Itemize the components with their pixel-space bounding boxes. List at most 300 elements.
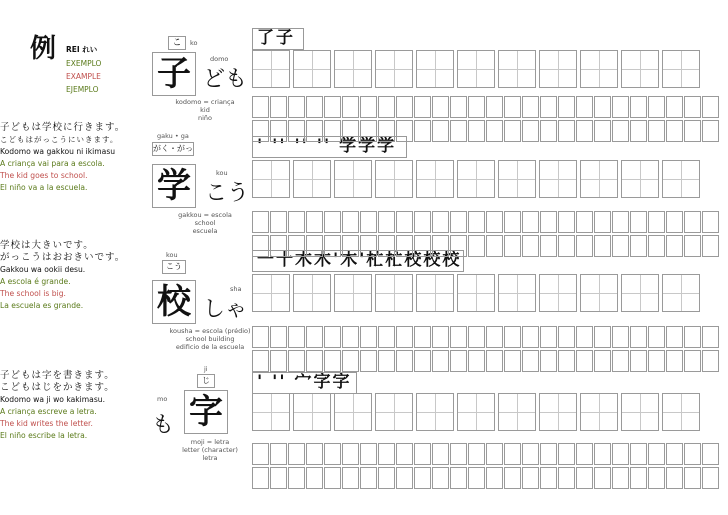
practice-cell[interactable] bbox=[504, 211, 521, 233]
practice-cell[interactable] bbox=[342, 350, 359, 372]
practice-cell[interactable] bbox=[288, 211, 305, 233]
practice-box[interactable] bbox=[416, 50, 454, 88]
practice-cell[interactable] bbox=[252, 120, 269, 142]
practice-cell[interactable] bbox=[360, 120, 377, 142]
practice-cell[interactable] bbox=[342, 211, 359, 233]
practice-cell[interactable] bbox=[306, 211, 323, 233]
sentence-es: El niño escribe la letra. bbox=[0, 431, 88, 440]
practice-cell[interactable] bbox=[270, 235, 287, 257]
sentence-en: The school is big. bbox=[0, 289, 66, 298]
practice-cell[interactable] bbox=[684, 211, 701, 233]
practice-cell[interactable] bbox=[306, 326, 323, 348]
practice-box[interactable] bbox=[334, 393, 372, 431]
practice-cell[interactable] bbox=[558, 235, 575, 257]
practice-cell[interactable] bbox=[576, 211, 593, 233]
sentence-kana: こどもはがっこうにいきます。 bbox=[0, 135, 119, 144]
practice-cell[interactable] bbox=[504, 120, 521, 142]
practice-cell[interactable] bbox=[540, 350, 557, 372]
practice-cell[interactable] bbox=[270, 467, 287, 489]
practice-cell[interactable] bbox=[594, 467, 611, 489]
sentence-pt: A criança vai para a escola. bbox=[0, 159, 105, 168]
practice-cell[interactable] bbox=[684, 467, 701, 489]
practice-box[interactable] bbox=[457, 160, 495, 198]
practice-cell[interactable] bbox=[450, 96, 467, 118]
practice-cell[interactable] bbox=[414, 120, 431, 142]
practice-cell[interactable] bbox=[666, 350, 683, 372]
practice-cell[interactable] bbox=[288, 120, 305, 142]
reading-roman: kou bbox=[166, 251, 178, 259]
practice-cell[interactable] bbox=[648, 235, 665, 257]
sentence-pt: A escola é grande. bbox=[0, 277, 71, 286]
sentence-en: The kid goes to school. bbox=[0, 171, 88, 180]
practice-cell[interactable] bbox=[486, 96, 503, 118]
practice-cell[interactable] bbox=[396, 350, 413, 372]
stroke-order: ' '' 宀字字 bbox=[252, 372, 357, 394]
kanji-main: 字 bbox=[184, 390, 228, 434]
practice-cell[interactable] bbox=[630, 326, 647, 348]
kanji-main: 子 bbox=[152, 52, 196, 96]
practice-cell[interactable] bbox=[450, 443, 467, 465]
practice-box[interactable] bbox=[498, 50, 536, 88]
gloss-line: kodomo = criança bbox=[175, 98, 235, 106]
practice-cell[interactable] bbox=[324, 211, 341, 233]
gloss-line: letter (character) bbox=[182, 446, 238, 454]
sentence-block-1 bbox=[0, 122, 125, 194]
practice-cell[interactable] bbox=[576, 350, 593, 372]
practice-cell[interactable] bbox=[396, 96, 413, 118]
practice-cell[interactable] bbox=[486, 235, 503, 257]
practice-box[interactable] bbox=[375, 50, 413, 88]
practice-cell[interactable] bbox=[576, 467, 593, 489]
practice-cell[interactable] bbox=[396, 443, 413, 465]
practice-cell[interactable] bbox=[612, 467, 629, 489]
practice-cell[interactable] bbox=[558, 350, 575, 372]
practice-cell[interactable] bbox=[450, 350, 467, 372]
practice-cell[interactable] bbox=[342, 443, 359, 465]
practice-cell[interactable] bbox=[252, 235, 269, 257]
practice-cell[interactable] bbox=[522, 235, 539, 257]
gloss-line: gakkou = escola bbox=[178, 211, 232, 219]
practice-cell[interactable] bbox=[630, 235, 647, 257]
practice-box[interactable] bbox=[375, 274, 413, 312]
practice-cell[interactable] bbox=[414, 235, 431, 257]
practice-cell[interactable] bbox=[414, 350, 431, 372]
practice-box[interactable] bbox=[457, 274, 495, 312]
practice-cell[interactable] bbox=[378, 443, 395, 465]
practice-cell[interactable] bbox=[450, 326, 467, 348]
practice-box[interactable] bbox=[580, 274, 618, 312]
practice-cell[interactable] bbox=[612, 350, 629, 372]
practice-cell[interactable] bbox=[324, 96, 341, 118]
practice-cell[interactable] bbox=[576, 96, 593, 118]
practice-cell[interactable] bbox=[648, 211, 665, 233]
practice-cell[interactable] bbox=[468, 235, 485, 257]
practice-box[interactable] bbox=[375, 393, 413, 431]
practice-box[interactable] bbox=[416, 393, 454, 431]
practice-cell[interactable] bbox=[486, 211, 503, 233]
practice-cell[interactable] bbox=[702, 350, 719, 372]
sentence-es: La escuela es grande. bbox=[0, 301, 84, 310]
practice-box[interactable] bbox=[580, 50, 618, 88]
practice-cell[interactable] bbox=[306, 443, 323, 465]
practice-cell[interactable] bbox=[288, 467, 305, 489]
practice-cell[interactable] bbox=[630, 467, 647, 489]
practice-box[interactable] bbox=[621, 160, 659, 198]
practice-cell[interactable] bbox=[504, 326, 521, 348]
sentence-pt: A criança escreve a letra. bbox=[0, 407, 97, 416]
practice-cell[interactable] bbox=[360, 96, 377, 118]
practice-cell[interactable] bbox=[324, 350, 341, 372]
practice-cell[interactable] bbox=[414, 443, 431, 465]
practice-cell[interactable] bbox=[594, 211, 611, 233]
practice-cell[interactable] bbox=[378, 467, 395, 489]
practice-cell[interactable] bbox=[288, 326, 305, 348]
practice-box[interactable] bbox=[498, 274, 536, 312]
practice-cell[interactable] bbox=[576, 443, 593, 465]
practice-cell[interactable] bbox=[558, 467, 575, 489]
practice-cell[interactable] bbox=[396, 326, 413, 348]
reading-roman: gaku • ga bbox=[157, 132, 189, 140]
practice-cell[interactable] bbox=[666, 326, 683, 348]
practice-cell[interactable] bbox=[594, 443, 611, 465]
practice-cell[interactable] bbox=[468, 350, 485, 372]
practice-cell[interactable] bbox=[558, 120, 575, 142]
practice-cell[interactable] bbox=[378, 326, 395, 348]
practice-cell[interactable] bbox=[288, 96, 305, 118]
practice-cell[interactable] bbox=[414, 326, 431, 348]
okurigana: しゃ bbox=[203, 297, 248, 322]
practice-cell[interactable] bbox=[666, 467, 683, 489]
practice-cell[interactable] bbox=[360, 326, 377, 348]
practice-cell[interactable] bbox=[432, 350, 449, 372]
practice-box[interactable] bbox=[498, 393, 536, 431]
practice-cell[interactable] bbox=[324, 443, 341, 465]
practice-cell[interactable] bbox=[432, 96, 449, 118]
practice-box[interactable] bbox=[539, 50, 577, 88]
gloss-line: escuela bbox=[192, 227, 218, 235]
practice-cell[interactable] bbox=[702, 326, 719, 348]
practice-cell[interactable] bbox=[612, 443, 629, 465]
practice-box[interactable] bbox=[580, 160, 618, 198]
gloss-line: kousha = escola (prédio) bbox=[169, 327, 251, 335]
gloss-line: edificio de la escuela bbox=[175, 343, 245, 351]
practice-cell[interactable] bbox=[576, 326, 593, 348]
practice-box[interactable] bbox=[621, 50, 659, 88]
sentence-jp: 子どもは字を書きます。 bbox=[0, 370, 115, 381]
practice-cell[interactable] bbox=[504, 96, 521, 118]
practice-cell[interactable] bbox=[540, 443, 557, 465]
practice-cell[interactable] bbox=[378, 211, 395, 233]
practice-cell[interactable] bbox=[702, 211, 719, 233]
practice-cell[interactable] bbox=[432, 211, 449, 233]
practice-cell[interactable] bbox=[702, 467, 719, 489]
practice-cell[interactable] bbox=[612, 211, 629, 233]
practice-cell[interactable] bbox=[342, 120, 359, 142]
practice-cell[interactable] bbox=[306, 120, 323, 142]
practice-cell[interactable] bbox=[486, 326, 503, 348]
practice-cell[interactable] bbox=[486, 467, 503, 489]
lang-es: EJEMPLO bbox=[66, 85, 99, 94]
practice-cell[interactable] bbox=[342, 235, 359, 257]
practice-box[interactable] bbox=[621, 393, 659, 431]
practice-box[interactable] bbox=[293, 160, 331, 198]
practice-cell[interactable] bbox=[468, 443, 485, 465]
practice-cell[interactable] bbox=[540, 211, 557, 233]
practice-cell[interactable] bbox=[558, 211, 575, 233]
practice-cell[interactable] bbox=[270, 443, 287, 465]
practice-cell[interactable] bbox=[540, 96, 557, 118]
gloss-line: moji = letra bbox=[190, 438, 230, 446]
practice-cell[interactable] bbox=[486, 350, 503, 372]
practice-cell[interactable] bbox=[468, 326, 485, 348]
kanji-main: 校 bbox=[152, 280, 196, 324]
practice-box[interactable] bbox=[293, 393, 331, 431]
practice-cell[interactable] bbox=[306, 235, 323, 257]
practice-cell[interactable] bbox=[522, 467, 539, 489]
okuri-roman: mo bbox=[157, 395, 168, 403]
sentence-romaji: Gakkou wa ookii desu. bbox=[0, 265, 86, 274]
practice-cell[interactable] bbox=[396, 211, 413, 233]
practice-cell[interactable] bbox=[252, 211, 269, 233]
practice-box[interactable] bbox=[498, 160, 536, 198]
practice-cell[interactable] bbox=[504, 350, 521, 372]
practice-box[interactable] bbox=[416, 274, 454, 312]
practice-box[interactable] bbox=[662, 50, 700, 88]
practice-cell[interactable] bbox=[558, 443, 575, 465]
practice-cell[interactable] bbox=[522, 96, 539, 118]
practice-cell[interactable] bbox=[396, 467, 413, 489]
practice-cell[interactable] bbox=[630, 211, 647, 233]
sentence-kana: こどもはじをかきます。 bbox=[0, 382, 115, 393]
practice-cell[interactable] bbox=[468, 96, 485, 118]
okurigana: も bbox=[152, 413, 175, 438]
reading-roman: ko bbox=[190, 39, 198, 47]
practice-cell[interactable] bbox=[594, 326, 611, 348]
practice-cell[interactable] bbox=[306, 96, 323, 118]
practice-box[interactable] bbox=[293, 50, 331, 88]
practice-box[interactable] bbox=[293, 274, 331, 312]
practice-cell[interactable] bbox=[396, 120, 413, 142]
practice-cell[interactable] bbox=[306, 467, 323, 489]
practice-cell[interactable] bbox=[648, 326, 665, 348]
practice-cell[interactable] bbox=[432, 235, 449, 257]
okuri-roman: kou bbox=[216, 169, 228, 177]
practice-box[interactable] bbox=[252, 274, 290, 312]
okuri-roman: domo bbox=[210, 55, 229, 63]
practice-cell[interactable] bbox=[558, 326, 575, 348]
practice-box[interactable] bbox=[252, 393, 290, 431]
practice-cell[interactable] bbox=[612, 235, 629, 257]
practice-cell[interactable] bbox=[270, 350, 287, 372]
reading-box: がく・がっ bbox=[152, 142, 194, 156]
practice-cell[interactable] bbox=[648, 467, 665, 489]
practice-box[interactable] bbox=[539, 274, 577, 312]
practice-cell[interactable] bbox=[486, 443, 503, 465]
practice-box[interactable] bbox=[539, 160, 577, 198]
practice-cell[interactable] bbox=[252, 467, 269, 489]
practice-cell[interactable] bbox=[684, 96, 701, 118]
practice-box[interactable] bbox=[580, 393, 618, 431]
practice-cell[interactable] bbox=[630, 443, 647, 465]
practice-cell[interactable] bbox=[540, 235, 557, 257]
practice-cell[interactable] bbox=[270, 211, 287, 233]
practice-cell[interactable] bbox=[594, 350, 611, 372]
reading-box: こ bbox=[168, 36, 186, 50]
practice-box[interactable] bbox=[334, 50, 372, 88]
practice-cell[interactable] bbox=[432, 467, 449, 489]
practice-cell[interactable] bbox=[306, 350, 323, 372]
okurigana: ども bbox=[203, 67, 248, 92]
practice-box[interactable] bbox=[457, 393, 495, 431]
practice-box[interactable] bbox=[662, 274, 700, 312]
practice-cell[interactable] bbox=[522, 120, 539, 142]
gloss bbox=[160, 98, 250, 122]
practice-cell[interactable] bbox=[288, 350, 305, 372]
practice-cell[interactable] bbox=[612, 96, 629, 118]
practice-cell[interactable] bbox=[468, 211, 485, 233]
practice-box[interactable] bbox=[252, 50, 290, 88]
practice-cell[interactable] bbox=[522, 350, 539, 372]
practice-box[interactable] bbox=[457, 50, 495, 88]
practice-cell[interactable] bbox=[702, 235, 719, 257]
practice-cell[interactable] bbox=[522, 443, 539, 465]
practice-cell[interactable] bbox=[702, 443, 719, 465]
practice-box[interactable] bbox=[539, 393, 577, 431]
practice-cell[interactable] bbox=[252, 443, 269, 465]
practice-cell[interactable] bbox=[594, 96, 611, 118]
practice-cell[interactable] bbox=[288, 235, 305, 257]
practice-cell[interactable] bbox=[252, 350, 269, 372]
practice-cell[interactable] bbox=[702, 96, 719, 118]
practice-cell[interactable] bbox=[540, 326, 557, 348]
practice-cell[interactable] bbox=[468, 467, 485, 489]
practice-cell[interactable] bbox=[324, 467, 341, 489]
stroke-order: ' '' '' '' 学学学 bbox=[252, 136, 407, 158]
practice-cell[interactable] bbox=[522, 326, 539, 348]
practice-cell[interactable] bbox=[342, 467, 359, 489]
practice-cell[interactable] bbox=[378, 235, 395, 257]
practice-cell[interactable] bbox=[666, 120, 683, 142]
practice-cell[interactable] bbox=[360, 211, 377, 233]
practice-box[interactable] bbox=[662, 393, 700, 431]
practice-box[interactable] bbox=[334, 274, 372, 312]
practice-cell[interactable] bbox=[360, 443, 377, 465]
practice-cell[interactable] bbox=[324, 326, 341, 348]
sentence-romaji: Kodomo wa ji wo kakimasu. bbox=[0, 395, 106, 404]
practice-box[interactable] bbox=[662, 160, 700, 198]
practice-cell[interactable] bbox=[684, 326, 701, 348]
practice-cell[interactable] bbox=[324, 235, 341, 257]
sentence-block-3 bbox=[0, 370, 115, 442]
practice-cell[interactable] bbox=[558, 96, 575, 118]
practice-cell[interactable] bbox=[270, 120, 287, 142]
practice-cell[interactable] bbox=[666, 235, 683, 257]
practice-cell[interactable] bbox=[450, 120, 467, 142]
practice-cell[interactable] bbox=[360, 350, 377, 372]
practice-cell[interactable] bbox=[252, 326, 269, 348]
practice-cell[interactable] bbox=[630, 120, 647, 142]
practice-cell[interactable] bbox=[684, 120, 701, 142]
practice-cell[interactable] bbox=[648, 96, 665, 118]
practice-cell[interactable] bbox=[666, 443, 683, 465]
practice-cell[interactable] bbox=[540, 467, 557, 489]
practice-cell[interactable] bbox=[288, 443, 305, 465]
practice-cell[interactable] bbox=[432, 120, 449, 142]
practice-cell[interactable] bbox=[432, 443, 449, 465]
practice-cell[interactable] bbox=[414, 211, 431, 233]
okurigana: こう bbox=[205, 181, 250, 206]
practice-cell[interactable] bbox=[684, 235, 701, 257]
practice-cell[interactable] bbox=[324, 120, 341, 142]
practice-cell[interactable] bbox=[612, 120, 629, 142]
practice-cell[interactable] bbox=[270, 96, 287, 118]
practice-cell[interactable] bbox=[360, 467, 377, 489]
practice-box[interactable] bbox=[252, 160, 290, 198]
practice-cell[interactable] bbox=[432, 326, 449, 348]
practice-cell[interactable] bbox=[504, 467, 521, 489]
gloss-line: niño bbox=[197, 114, 213, 122]
practice-cell[interactable] bbox=[450, 467, 467, 489]
practice-cell[interactable] bbox=[612, 326, 629, 348]
practice-cell[interactable] bbox=[468, 120, 485, 142]
practice-cell[interactable] bbox=[360, 235, 377, 257]
practice-cell[interactable] bbox=[648, 120, 665, 142]
practice-cell[interactable] bbox=[378, 350, 395, 372]
practice-cell[interactable] bbox=[702, 120, 719, 142]
practice-cell[interactable] bbox=[270, 326, 287, 348]
practice-cell[interactable] bbox=[414, 96, 431, 118]
practice-cell[interactable] bbox=[594, 235, 611, 257]
practice-cell[interactable] bbox=[504, 235, 521, 257]
practice-cell[interactable] bbox=[684, 443, 701, 465]
practice-cell[interactable] bbox=[594, 120, 611, 142]
practice-cell[interactable] bbox=[630, 350, 647, 372]
practice-cell[interactable] bbox=[378, 96, 395, 118]
practice-cell[interactable] bbox=[522, 211, 539, 233]
practice-cell[interactable] bbox=[576, 120, 593, 142]
practice-cell[interactable] bbox=[342, 326, 359, 348]
practice-cell[interactable] bbox=[630, 96, 647, 118]
practice-cell[interactable] bbox=[486, 120, 503, 142]
practice-cell[interactable] bbox=[648, 443, 665, 465]
practice-cell[interactable] bbox=[504, 443, 521, 465]
sentence-romaji: Kodomo wa gakkou ni ikimasu bbox=[0, 147, 116, 156]
practice-cell[interactable] bbox=[666, 211, 683, 233]
practice-box[interactable] bbox=[621, 274, 659, 312]
stroke-order: 一十木木'木'杧杧校校校 bbox=[252, 250, 464, 272]
practice-box[interactable] bbox=[375, 160, 413, 198]
reading-box: じ bbox=[197, 374, 215, 388]
practice-box[interactable] bbox=[416, 160, 454, 198]
practice-box[interactable] bbox=[334, 160, 372, 198]
practice-cell[interactable] bbox=[648, 350, 665, 372]
rei-label: REI れい bbox=[66, 45, 98, 54]
practice-cell[interactable] bbox=[414, 467, 431, 489]
practice-cell[interactable] bbox=[252, 96, 269, 118]
practice-cell[interactable] bbox=[450, 235, 467, 257]
gloss bbox=[160, 438, 260, 462]
practice-cell[interactable] bbox=[342, 96, 359, 118]
gloss-line: school building bbox=[185, 335, 235, 343]
sentence-kana: がっこうはおおきいです。 bbox=[0, 252, 126, 263]
practice-cell[interactable] bbox=[378, 120, 395, 142]
practice-cell[interactable] bbox=[666, 96, 683, 118]
practice-cell[interactable] bbox=[684, 350, 701, 372]
practice-cell[interactable] bbox=[450, 211, 467, 233]
practice-cell[interactable] bbox=[396, 235, 413, 257]
practice-cell[interactable] bbox=[576, 235, 593, 257]
practice-cell[interactable] bbox=[540, 120, 557, 142]
